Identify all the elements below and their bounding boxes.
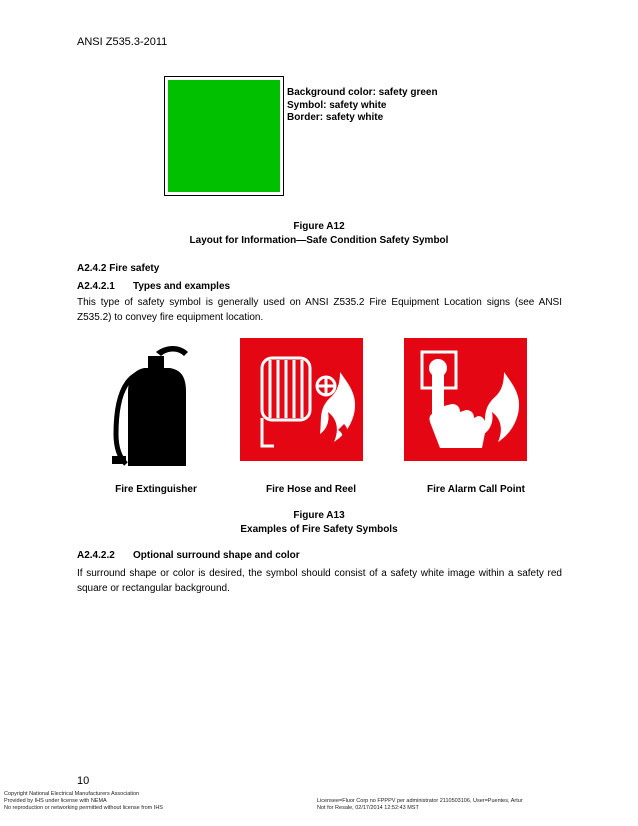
- label-fire-hose-reel: Fire Hose and Reel: [265, 484, 357, 495]
- legend-symbol: Symbol: safety white: [287, 99, 387, 111]
- figure-a12-number: Figure A12: [293, 221, 345, 232]
- subsection2-title: Optional surround shape and color: [133, 550, 300, 561]
- footer-copyright: Copyright National Electrical Manufacturers Association: [4, 791, 140, 797]
- document-header: ANSI Z535.3-2011: [77, 36, 168, 48]
- legend-background: Background color: safety green: [287, 87, 438, 98]
- subsection-paragraph: This type of safety symbol is generally used on ANSI Z535.2 Fire Equipment Location signs (see ANSI Z535.2) to convey fire equipment location.: [77, 297, 562, 323]
- section-heading-fire-safety: A2.4.2 Fire safety: [77, 263, 160, 274]
- label-fire-extinguisher: Fire Extinguisher: [115, 484, 197, 495]
- figure-a13-number: Figure A13: [293, 510, 345, 521]
- footer-licensee: Licensee=Fluor Corp no FPPPV per administrator 2110503106, User=Puentes, Artur: [317, 798, 523, 804]
- subsection2-number: A2.4.2.2: [77, 550, 115, 561]
- fire-alarm-call-point-icon: [404, 338, 527, 461]
- figure-a12-legend: [287, 87, 438, 125]
- figure-a12-title: Layout for Information—Safe Condition Safety Symbol: [189, 235, 449, 246]
- safe-condition-symbol-layout: [165, 77, 283, 195]
- fire-extinguisher-icon: [108, 338, 198, 468]
- legend-border: Border: safety white: [287, 112, 384, 123]
- footer-right: [317, 798, 523, 812]
- footer-license: Provided by IHS under license with NEMA: [4, 798, 107, 804]
- footer-resale: Not for Resale, 02/17/2014 12:52:43 MST: [317, 805, 419, 811]
- footer-reproduction: No reproduction or networking permitted without license from IHS: [4, 805, 163, 811]
- subsection2-paragraph: If surround shape or color is desired, the symbol should consist of a safety white image within a safety red square or rectangular background.: [77, 568, 562, 594]
- label-fire-alarm-call-point: Fire Alarm Call Point: [427, 484, 525, 495]
- subsection-title: Types and examples: [133, 281, 231, 292]
- subsection-number: A2.4.2.1: [77, 281, 115, 292]
- fire-hose-reel-icon: [240, 338, 363, 461]
- footer-left: [4, 791, 163, 812]
- page-number: 10: [77, 775, 90, 787]
- figure-a13-title: Examples of Fire Safety Symbols: [240, 524, 398, 535]
